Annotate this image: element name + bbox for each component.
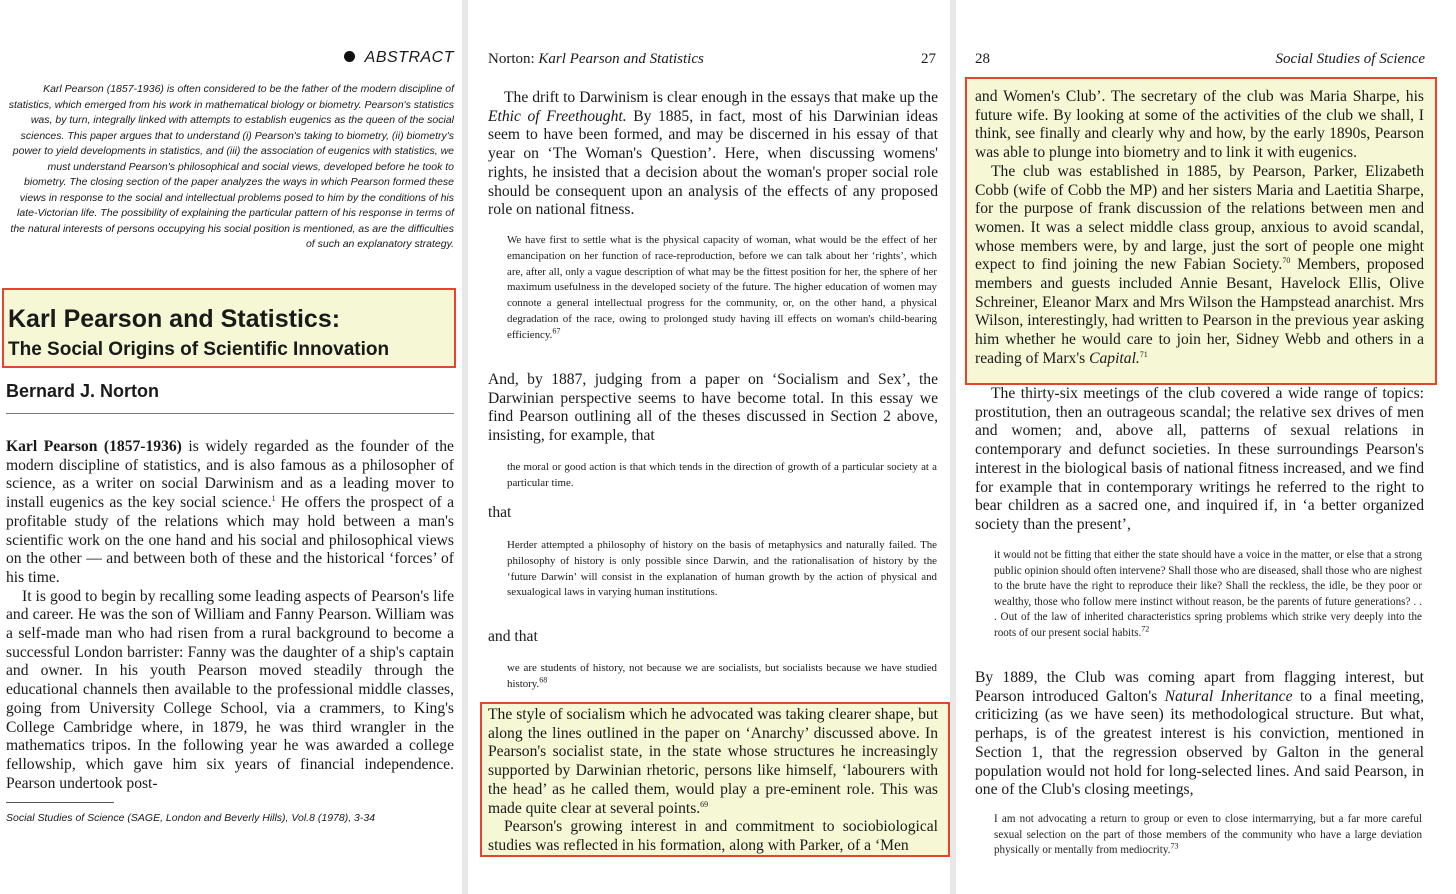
connector-text: and that (488, 628, 538, 645)
page-middle (468, 0, 950, 894)
footnote-ref: 70 (1282, 256, 1291, 266)
page-right (956, 0, 1456, 894)
footnote-rule (6, 802, 114, 803)
paragraph: The thirty-six meetings of the club covered a wide range of topics: prostitution, then an outrageous scandal; the relative sex drives of men and women; and, above all, patterns of sexual relations in contemporary and defunct societies. In these surroundings Pearson's interest in the biological basis of national fitness increased, and we find for example that in contemporary writings he referred to the right to bear children as a sacred one, and inquired if, in ‘a better organized society than the present’, (975, 385, 1424, 533)
bullet-icon (344, 51, 355, 62)
footnote-ref: 67 (552, 326, 561, 336)
highlighted-text (975, 88, 1424, 369)
highlighted-text (488, 706, 938, 856)
block-quote: the moral or good action is that which tends in the direction of growth of a particular society at a particular time. (507, 461, 937, 489)
body-text (6, 438, 454, 793)
paper-title: Karl Pearson and Statistics: (8, 305, 341, 333)
connector-text: that (488, 504, 512, 521)
paragraph: The club was established in 1885, by Pearson, Parker, Elizabeth Cobb (wife of Cobb the MP) and her sisters Maria and Laetitia Sharpe, for the purpose of frank discussion of the relations between men and women. It was a select middle class group, anxious to avoid scandal, whose members were, by and large, just the sort of people one might expect to find joining the new Fabian Society.$^{70}$ Members, proposed members and guests included Annie Besant, Havelock Ellis, Olive Schreiner, Eleanor Marx and Mrs Wilson the Hampstead anarchist. Mrs Wilson, interestingly, had written to Pearson in the previous year asking him whether he would care to join her, Sidney Webb and others in a reading of Marx's Capital.$^{71}$ (975, 162, 1425, 367)
footnote-ref: 69 (700, 799, 709, 809)
paragraph: By 1889, the Club was coming apart from flagging interest, but Pearson introduced Galton's Natural Inheritance to a final meeting, criticizing (as we have seen) its methodological structure. But what, perhaps, is of the greatest interest is his conviction, mentioned in Section 1, that the regression observed by Galton in the general population would not hold for long-selected lines. And said Pearson, in one of the Club's closing meetings, (975, 669, 1424, 799)
running-head: Social Studies of Science (1275, 51, 1425, 67)
footnote-ref: 1 (271, 493, 276, 503)
footnote-ref: 71 (1139, 349, 1148, 359)
block-quote: I am not advocating a return to group or even to close intermarrying, but a far more careful sexual selection on the part of those members of the community who have a large deviation physically or mentally from mediocrity.$^{73}$ (994, 813, 1422, 857)
footnote-ref: 68 (539, 675, 548, 685)
paragraph: Pearson's growing interest in and commitment to sociobiological studies was reflected in his formation, along with Parker, of a ‘Men (488, 818, 938, 854)
footnote-ref: 73 (1170, 841, 1179, 851)
abstract-heading: ABSTRACT (344, 49, 454, 67)
journal-footnote: Social Studies of Science (SAGE, London and Beverly Hills), Vol.8 (1978), 3-34 (6, 812, 376, 824)
divider (6, 413, 454, 414)
page-number: 28 (975, 51, 990, 67)
page-left (0, 0, 462, 894)
author-name: Bernard J. Norton (6, 381, 160, 401)
page-number: 27 (921, 51, 936, 67)
paragraph: and Women's Club’. The secretary of the club was Maria Sharpe, his future wife. By looking at some of the activities of the club we shall, I think, see finally and clearly why and how, by the early 1890s, Pearson was able to plunge into biometry and to link it with eugenics. (975, 88, 1424, 162)
block-quote: Herder attempted a philosophy of history on the basis of metaphysics and naturally failed. The philosophy of history is only possible since Darwin, and the rationalisation of history by the ‘future Darwin’ will consist in the explanation of human growth by the action of physical and sexualogical laws in varying human institutions. (507, 539, 937, 599)
block-quote: it would not be fitting that either the state should have a voice in the matter, or else that a strong public opinion should often intervene? Shall those who are diseased, shall those who are nighest to the brute have the right to reproduce their like? Shall the reckless, the idle, be they poor or wealthy, those who follow mere instinct without reason, be the parents of future generations? . . . Out of the law of inherited characteristics spring problems which strike very deeply into the roots of our present social habits.$^{72}$ (994, 549, 1422, 639)
footnote-ref: 72 (1141, 624, 1150, 634)
paragraph: It is good to begin by recalling some leading aspects of Pearson's life and career. He was the son of William and Fanny Pearson. William was a self-made man who had risen from a rural background to become a successful London barrister: Fanny was the daughter of a ship's captain and owner. In his youth Pearson moved steadily through the educational channels then available to the professional middle classes, going from University College School, via a crammers, to King's College Cambridge where, in 1879, he was third wrangler in the mathematics tripos. In the following year he was awarded a college fellowship, which gave him six years of financial independence. Pearson undertook post- (6, 587, 454, 792)
running-head: Norton: Karl Pearson and Statistics (488, 51, 704, 67)
paragraph: Karl Pearson (1857-1936) is widely regarded as the founder of the modern discipline of statistics, and is also famous as a philosopher of science, as a writer on social Darwinism and as a leading mover to install eugenics as the key social science.$^1$ He offers the prospect of a profitable study of the relations which may hold between a man's scientific work on the one hand and his social and philosophical views on the other — and between both of these and the historical ‘forces’ of his time. (6, 438, 454, 586)
paragraph: And, by 1887, judging from a paper on ‘Socialism and Sex’, the Darwinian perspective seems to have become total. In this essay we find Pearson outlining all of the theses discussed in Section 2 above, insisting, for example, that (488, 371, 938, 445)
paragraph: The drift to Darwinism is clear enough in the essays that make up the Ethic of Freethought. By 1885, in fact, most of his Darwinian ideas seem to have been formed, and may be discerned in his essay of that year on ‘The Woman's Question’. Here, when discussing womens' rights, he insisted that a decision about the woman's proper social role should be consequent upon an analysis of the effects of any proposed role on national fitness. (488, 89, 938, 219)
abstract-text: Karl Pearson (1857-1936) is often considered to be the father of the modern discipline of statistics, which emerged from his work in mathematical biology or biometry. Pearson's statistics was, by turn, integrally linked with attempts to establish eugenics as the queen of the social sciences. This paper argues that to understand (i) Pearson's taking to biometry, (ii) biometry's power to yield developments in statistics, and (iii) the association of eugenics with statistics, we must understand Pearson's philosophical and social views, developed before he took to biometry. The closing section of the paper analyzes the ways in which Pearson formed these views in response to the social and intellectual problems posed to him by the conditions of his late-Victorian life. The possibility of explaining the particular pattern of his response in terms of the natural interests of persons occupying his social position is mentioned, as are the difficulties of such an explanatory strategy. (8, 83, 454, 250)
title-highlight (2, 288, 456, 368)
paper-subtitle: The Social Origins of Scientific Innovation (8, 339, 390, 360)
paragraph: The style of socialism which he advocated was taking clearer shape, but along the lines outlined in the paper on ‘Anarchy’ discussed above. In Pearson's socialist state, in the state whose structures he increasingly supported by Darwinian rhetoric, persons like himself, ‘labourers with the head’ as he called them, would play a pre-eminent role. This was made quite clear at several points.$^{69}$ (488, 706, 938, 817)
block-quote: we are students of history, not because we are socialists, but socialists because we have studied history.$^{68}$ (507, 662, 937, 690)
block-quote: We have first to settle what is the physical capacity of woman, what would be the effect of her emancipation on her function of race-reproduction, before we can talk about her ‘rights’, which are, after all, only a vague description of what may be the fittest position for her, the sphere of her maximum usefulness in the developed society of the future. The higher education of women may connote a general intellectual progress for the community, or, on the other hand, a physical degradation of the race, owing to prolonged study having ill effects on woman's child-bearing efficiency.$^{67}$ (507, 234, 937, 341)
